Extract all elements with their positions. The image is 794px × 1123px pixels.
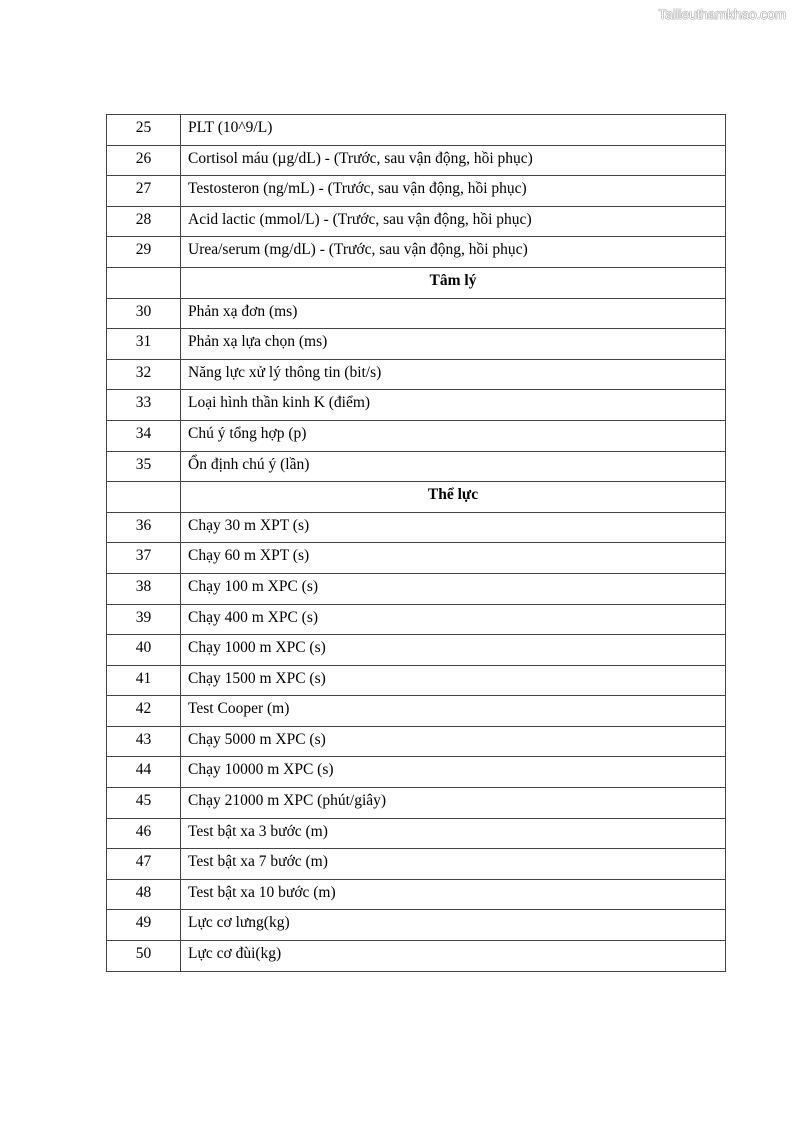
indicator-name: Chạy 1000 m XPC (s) (181, 635, 726, 666)
row-number: 49 (107, 910, 181, 941)
indicator-name: Testosteron (ng/mL) - (Trước, sau vận động, hồi phục) (181, 176, 726, 207)
row-number: 41 (107, 665, 181, 696)
row-number: 30 (107, 298, 181, 329)
row-number: 32 (107, 359, 181, 390)
row-number: 25 (107, 115, 181, 146)
row-number: 29 (107, 237, 181, 268)
indicator-name: PLT (10^9/L) (181, 115, 726, 146)
row-number: 47 (107, 849, 181, 880)
table-row (107, 788, 726, 819)
row-number: 28 (107, 206, 181, 237)
indicator-name: Lực cơ lưng(kg) (181, 910, 726, 941)
indicator-name: Ổn định chú ý (lần) (181, 451, 726, 482)
indicator-name: Chạy 100 m XPC (s) (181, 573, 726, 604)
table-row (107, 879, 726, 910)
indicator-name: Urea/serum (mg/dL) - (Trước, sau vận động, hồi phục) (181, 237, 726, 268)
indicator-name: Phản xạ đơn (ms) (181, 298, 726, 329)
indicators-table (106, 114, 726, 972)
table-row (107, 176, 726, 207)
table-row (107, 726, 726, 757)
row-number: 45 (107, 788, 181, 819)
table-row (107, 604, 726, 635)
table-row (107, 145, 726, 176)
row-number: 27 (107, 176, 181, 207)
table-row (107, 329, 726, 360)
row-number: 43 (107, 726, 181, 757)
section-heading: Tâm lý (181, 267, 726, 298)
table-row (107, 298, 726, 329)
indicator-name: Chạy 1500 m XPC (s) (181, 665, 726, 696)
row-number: 38 (107, 573, 181, 604)
indicator-name: Chạy 60 m XPT (s) (181, 543, 726, 574)
row-number: 33 (107, 390, 181, 421)
table-row (107, 941, 726, 972)
table-row (107, 696, 726, 727)
indicator-name: Năng lực xử lý thông tin (bit/s) (181, 359, 726, 390)
table-row (107, 665, 726, 696)
table-row (107, 359, 726, 390)
table-row (107, 635, 726, 666)
section-heading: Thể lực (181, 482, 726, 513)
indicator-name: Phản xạ lựa chọn (ms) (181, 329, 726, 360)
table-row (107, 757, 726, 788)
indicator-name: Test bật xa 7 bước (m) (181, 849, 726, 880)
row-number: 48 (107, 879, 181, 910)
indicator-name: Cortisol máu (µg/dL) - (Trước, sau vận động, hồi phục) (181, 145, 726, 176)
indicator-name: Loại hình thần kinh K (điểm) (181, 390, 726, 421)
indicator-name: Chú ý tổng hợp (p) (181, 420, 726, 451)
table-row (107, 910, 726, 941)
table-row (107, 573, 726, 604)
table-row (107, 237, 726, 268)
row-number: 42 (107, 696, 181, 727)
indicator-name: Chạy 5000 m XPC (s) (181, 726, 726, 757)
table-row (107, 420, 726, 451)
section-row (107, 482, 726, 513)
indicator-name: Test bật xa 3 bước (m) (181, 818, 726, 849)
row-number: 36 (107, 512, 181, 543)
row-number: 26 (107, 145, 181, 176)
indicator-name: Chạy 21000 m XPC (phút/giây) (181, 788, 726, 819)
row-number: 37 (107, 543, 181, 574)
watermark: Tailieuthamkhao.com (658, 6, 786, 22)
indicator-name: Test bật xa 10 bước (m) (181, 879, 726, 910)
row-number: 44 (107, 757, 181, 788)
table-row (107, 512, 726, 543)
indicator-name: Chạy 400 m XPC (s) (181, 604, 726, 635)
indicator-name: Test Cooper (m) (181, 696, 726, 727)
row-number: 46 (107, 818, 181, 849)
empty-cell (107, 482, 181, 513)
table-row (107, 818, 726, 849)
row-number: 34 (107, 420, 181, 451)
row-number: 39 (107, 604, 181, 635)
table-row (107, 115, 726, 146)
table-row (107, 451, 726, 482)
section-row (107, 267, 726, 298)
indicator-name: Lực cơ đùi(kg) (181, 941, 726, 972)
indicator-name: Chạy 10000 m XPC (s) (181, 757, 726, 788)
row-number: 35 (107, 451, 181, 482)
table-row (107, 390, 726, 421)
row-number: 50 (107, 941, 181, 972)
empty-cell (107, 267, 181, 298)
indicator-name: Chạy 30 m XPT (s) (181, 512, 726, 543)
indicator-name: Acid lactic (mmol/L) - (Trước, sau vận động, hồi phục) (181, 206, 726, 237)
row-number: 40 (107, 635, 181, 666)
table-row (107, 543, 726, 574)
row-number: 31 (107, 329, 181, 360)
table-row (107, 849, 726, 880)
table-row (107, 206, 726, 237)
